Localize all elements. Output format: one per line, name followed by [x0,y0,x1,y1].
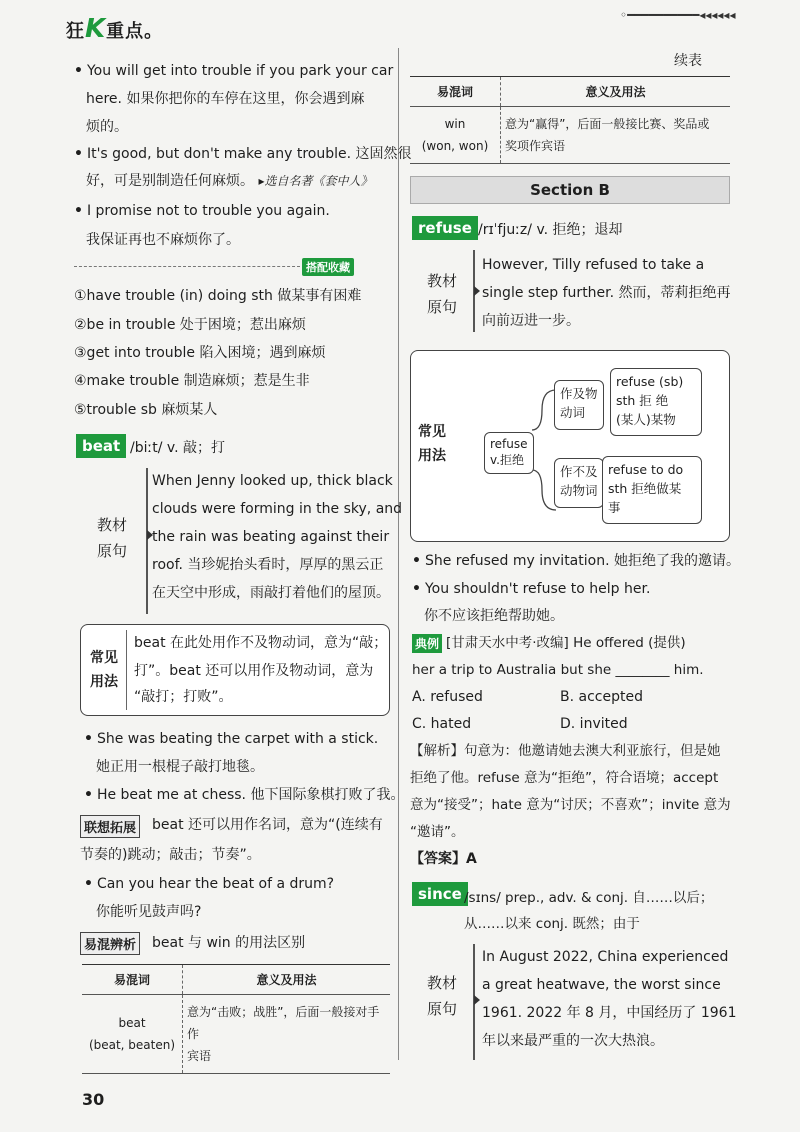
collocation-item: ③get into trouble 陷入困境；遇到麻烦 [74,345,326,361]
word-tag-since: since [412,882,468,906]
analysis-text: 【解析】句意为：他邀请她去澳大利亚旅行，但是她 [410,743,721,759]
example-line: • You will get into trouble if you park your car [74,62,393,80]
textbook-sentence: the rain was beating against their [152,529,390,545]
table-header: 易混词 [410,77,501,107]
phonetic: 从……以来 conj. 既然；由于 [464,916,640,932]
exam-tag: 典例 [412,634,442,653]
word-tag-refuse: refuse [412,216,478,240]
example-line: 我保证再也不麻烦你了。 [86,232,240,248]
textbook-sentence: single step further. 然而，蒂莉拒绝再 [482,285,731,301]
phonetic: /rɪˈfjuːz/ v. 拒绝；退却 [478,222,623,238]
extend-tag: 联想拓展 [80,815,140,838]
phonetic: /biːt/ v. 敲；打 [130,440,225,456]
column-divider [398,48,399,1060]
table-cell: (won, won) [421,139,489,153]
collocation-item: ⑤trouble sb 麻烦某人 [74,402,218,418]
usage-label: 常见 用法 [90,650,118,690]
textbook-sentence: 在天空中形成，雨敲打着他们的屋顶。 [152,585,390,601]
arrow-icon [474,995,480,1005]
word-tag-beat: beat [76,434,126,458]
textbook-sentence: However, Tilly refused to take a [482,257,705,273]
usage-text: 打”。beat 还可以用作及物动词，意为 [134,663,374,679]
textbook-label: 教材 原句 [426,974,457,1018]
textbook-sentence: In August 2022, China experienced [482,949,729,965]
table-cell: (beat, beaten) [88,1038,176,1052]
quote-bar [146,468,148,614]
textbook-sentence: clouds were forming in the sky, and [152,501,403,517]
collocation-tag: 搭配收藏 [302,258,354,276]
example-line: • She refused my invitation. 她拒绝了我的邀请。 [412,552,740,570]
example-line: 你不应该拒绝帮助她。 [424,608,564,624]
extend-text: • Can you hear the beat of a drum? [84,875,334,893]
extend-text: 你能听见鼓声吗? [96,904,202,920]
textbook-sentence: 1961. 2022 年 8 月，中国经历了 1961 [482,1005,737,1021]
diagram-vt-usage: refuse (sb) sth 拒 绝 (某人)某物 [610,368,702,436]
example-line: here. 如果你把你的车停在这里，你会遇到麻 [86,91,365,107]
continued-label: 续表 [674,53,702,69]
example-line: • She was beating the carpet with a stick. [84,730,378,748]
analysis-text: “邀请”。 [410,824,465,840]
table-header: 意义及用法 [501,77,731,107]
confuse-title: beat 与 win 的用法区别 [152,935,306,951]
textbook-label: 教材 原句 [426,272,457,316]
textbook-sentence: a great heatwave, the worst since [482,977,721,993]
table-row [82,995,390,1074]
option: B. accepted [560,689,643,705]
phonetic: /sɪns/ prep., adv. & conj. 自……以后； [464,890,714,906]
option: A. refused [412,689,483,705]
table-cell: win [444,117,466,131]
example-line: • It's good, but don't make any trouble. 这固然很 [74,145,412,163]
usage-label: 常见 用法 [418,424,446,464]
example-line: • You shouldn't refuse to help her. [412,580,650,598]
textbook-sentence: 年以来最严重的一次大热浪。 [482,1033,664,1049]
brand-logo: 狂K重点。 [66,14,164,44]
analysis-text: 意为“接受”；hate 意为“讨厌；不喜欢”；invite 意为 [410,797,731,813]
separator [74,266,300,267]
confuse-tag: 易混辨析 [80,932,140,955]
answer-text: 【答案】A [410,851,477,867]
example-line: 烦的。 [86,119,128,135]
table-cell: beat [118,1016,146,1030]
example-line: 好，可是别制造任何麻烦。 ▸选自名著《套中人》 [86,173,373,189]
diagram-vt: 作及物 动词 [554,380,604,430]
example-line: 她正用一根棍子敲打地毯。 [96,759,264,775]
section-header: Section B [410,176,730,204]
diagram-vi-usage: refuse to do sth 拒绝做某 事 [602,456,702,524]
collocation-item: ④make trouble 制造麻烦；惹是生非 [74,373,310,389]
example-line: • He beat me at chess. 他下国际象棋打败了我。 [84,786,404,804]
collocation-item: ①have trouble (in) doing sth 做某事有困难 [74,288,362,304]
table-header: 意义及用法 [183,965,391,995]
usage-text: beat 在此处用作不及物动词，意为“敲； [134,635,388,651]
extend-text: beat 还可以用作名词，意为“(连续有 [152,817,383,833]
header-decoration: ◦━━━━━━━━━━◂◂◂◂◂◂ [620,8,736,22]
table-cell: 意为“击败；战胜”，后面一般接对手作 [187,1005,380,1041]
page-number: 30 [82,1090,105,1109]
textbook-sentence: 向前迈进一步。 [482,313,580,329]
table-cell: 宾语 [187,1049,212,1063]
extend-text: 节奏的)跳动；敲击；节奏”。 [80,847,261,863]
exam-question: her a trip to Australia but she ________ him. [412,662,704,678]
option: D. invited [560,716,628,732]
table-header: 易混词 [82,965,183,995]
collocation-item: ②be in trouble 处于困境；惹出麻烦 [74,317,306,333]
textbook-sentence: roof. 当珍妮抬头看时，厚厚的黑云正 [152,557,384,573]
arrow-icon [474,286,480,296]
table-cell: 意为“赢得”，后面一般接比赛、奖品或 [505,117,710,131]
usage-divider [126,630,127,710]
option: C. hated [412,716,472,732]
example-line: • I promise not to trouble you again. [74,202,330,220]
textbook-sentence: When Jenny looked up, thick black [152,473,393,489]
usage-text: “敲打；打败”。 [134,689,233,705]
diagram-vi: 作不及 动物词 [554,458,604,508]
analysis-text: 拒绝了他。refuse 意为“拒绝”，符合语境；accept [410,770,719,786]
confuse-table-left [82,964,390,1074]
confuse-table-right [410,76,730,164]
exam-question: [甘肃天水中考·改编] He offered (提供) [446,635,686,651]
diagram-root: refuse v.拒绝 [484,432,534,474]
table-cell: 奖项作宾语 [505,139,566,153]
table-row [410,107,730,164]
textbook-label: 教材 原句 [96,516,127,560]
